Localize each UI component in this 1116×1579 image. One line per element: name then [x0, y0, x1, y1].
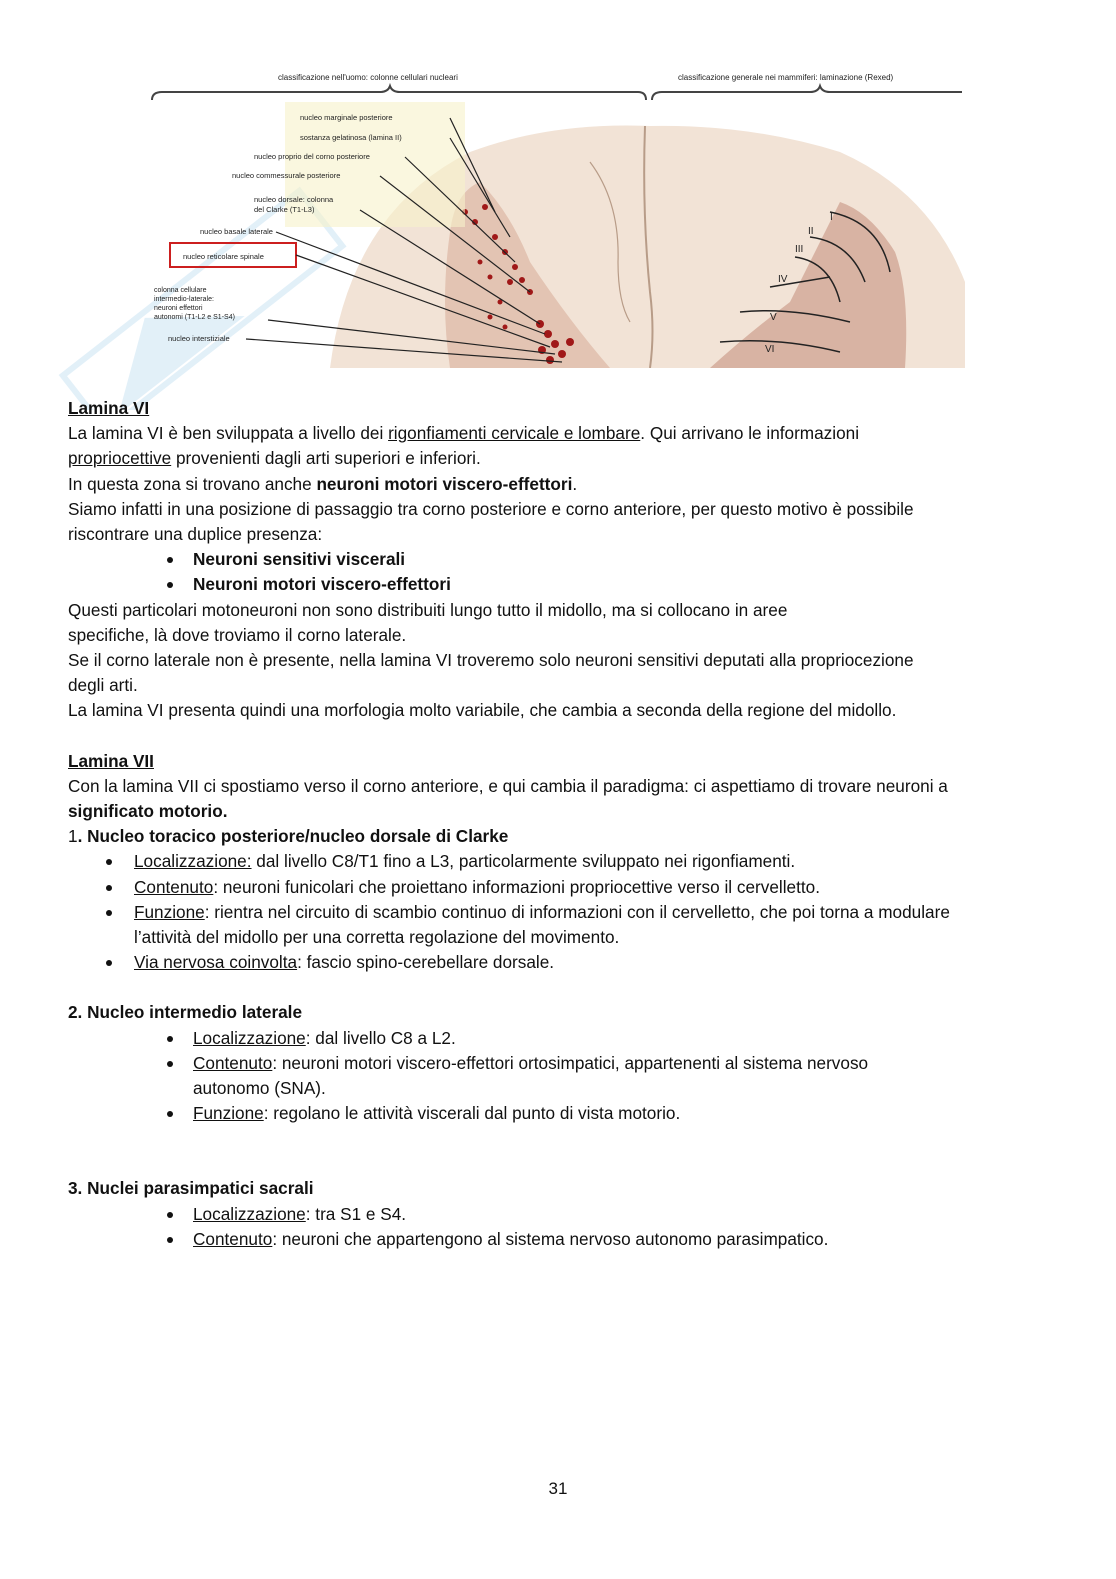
figure-label: nucleo commessurale posteriore: [232, 171, 341, 180]
figure-label: autonomi (T1-L2 e S1-S4): [154, 314, 235, 321]
lamina-label: III: [795, 244, 804, 255]
paragraph: significato motorio.: [68, 801, 228, 822]
page-number: 31: [548, 1479, 568, 1498]
figure-label: nucleo basale laterale: [200, 227, 273, 236]
figure-label: nucleo proprio del corno posteriore: [254, 152, 370, 161]
paragraph: In questa zona si trovano anche neuroni motori viscero-effettori.: [68, 473, 578, 494]
figure-header-right: classificazione generale nei mammiferi: laminazione (Rexed): [678, 73, 894, 82]
list-item: Localizzazione: tra S1 e S4.: [68, 1202, 1053, 1227]
paragraph: Con la lamina VII ci spostiamo verso il corno anteriore, e qui cambia il paradigma: ci aspettiamo di trovare neuroni a: [68, 775, 948, 796]
brace-right: [652, 86, 962, 100]
heading-lamina-vi: Lamina VI: [68, 398, 150, 418]
paragraph: La lamina VI presenta quindi una morfologia molto variabile, che cambia a seconda della regione del midollo.: [68, 700, 897, 721]
document-body: [68, 396, 1053, 1252]
figure-label: del Clarke (T1-L3): [254, 205, 315, 214]
figure-label: sostanza gelatinosa (lamina II): [300, 133, 402, 142]
spinal-cord-figure: [150, 62, 970, 368]
numbered-heading: 3. Nuclei parasimpatici sacrali: [68, 1178, 314, 1199]
bullet-list: [68, 1026, 1053, 1127]
bullet-list: [68, 849, 1053, 975]
lamina-label: I: [830, 212, 833, 223]
paragraph: propriocettive provenienti dagli arti superiori e inferiori.: [68, 448, 481, 469]
list-item: Contenuto: neuroni funicolari che proiettano informazioni propriocettive verso il cervelletto.: [68, 875, 1053, 900]
paragraph: degli arti.: [68, 675, 138, 696]
list-item: Contenuto: neuroni che appartengono al sistema nervoso autonomo parasimpatico.: [68, 1227, 1053, 1252]
list-item: Localizzazione: dal livello C8/T1 fino a L3, particolarmente sviluppato nei rigonfiamenti.: [68, 849, 1053, 874]
list-item: Funzione: rientra nel circuito di scambio continuo di informazioni con il cervelletto, che poi torna a modulare l’attività del midollo per una corretta regolazione del movimento.: [68, 900, 1053, 950]
figure-label: nucleo marginale posteriore: [300, 113, 393, 122]
paragraph: Se il corno laterale non è presente, nella lamina VI troveremo solo neuroni sensitivi deputati alla propriocezione: [68, 650, 914, 671]
paragraph: specifiche, là dove troviamo il corno laterale.: [68, 624, 407, 645]
numbered-heading: 1. Nucleo toracico posteriore/nucleo dorsale di Clarke: [68, 826, 509, 847]
figure-header-left: classificazione nell'uomo: colonne cellulari nucleari: [278, 73, 458, 82]
paragraph: Siamo infatti in una posizione di passaggio tra corno posteriore e corno anteriore, per questo motivo è possibile: [68, 498, 914, 519]
list-item: Funzione: regolano le attività viscerali dal punto di vista motorio.: [68, 1101, 1053, 1126]
lamina-label: IV: [778, 274, 788, 285]
bullet-list: [68, 1202, 1053, 1252]
list-item: Contenuto: neuroni motori viscero-effettori ortosimpatici, appartenenti al sistema nervoso autonomo (SNA).: [68, 1051, 1053, 1101]
brace-left: [152, 86, 646, 100]
figure-label: nucleo dorsale: colonna: [254, 195, 334, 204]
bullet-list: [68, 547, 1053, 597]
paragraph: La lamina VI è ben sviluppata a livello dei rigonfiamenti cervicale e lombare. Qui arrivano le informazioni: [68, 423, 860, 444]
lamina-label: V: [770, 312, 777, 323]
figure-label: neuroni effettori: [154, 305, 203, 312]
list-item: Via nervosa coinvolta: fascio spino-cerebellare dorsale.: [68, 950, 1053, 975]
paragraph: riscontrare una duplice presenza:: [68, 524, 323, 545]
figure-label-highlighted: nucleo reticolare spinale: [183, 252, 264, 261]
heading-lamina-vii: Lamina VII: [68, 750, 154, 771]
figure-label: nucleo interstiziale: [168, 334, 230, 343]
lamina-label: II: [808, 226, 814, 237]
numbered-heading: 2. Nucleo intermedio laterale: [68, 1002, 303, 1023]
list-item: Neuroni motori viscero-effettori: [68, 572, 1053, 597]
figure-label: colonna cellulare: [154, 287, 207, 294]
list-item: Neuroni sensitivi viscerali: [68, 547, 1053, 572]
paragraph: Questi particolari motoneuroni non sono distribuiti lungo tutto il midollo, ma si collocano in aree: [68, 599, 788, 620]
lamina-label: VI: [765, 344, 775, 355]
list-item: Localizzazione: dal livello C8 a L2.: [68, 1026, 1053, 1051]
figure-label: intermedio-laterale:: [154, 296, 214, 303]
